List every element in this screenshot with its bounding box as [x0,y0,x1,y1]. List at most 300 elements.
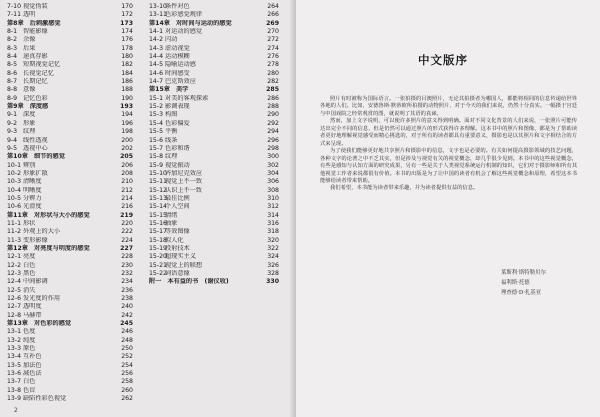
author-name: 莱斯利·斯特勒贝尔 [501,270,546,276]
toc-entry-title: 透明度 [23,303,42,311]
toc-entry-number: 15-7 [149,144,164,152]
toc-entry-number: 9-3 [7,128,18,136]
toc-entry-title: 明晰度 [23,186,42,194]
toc-entry-row [7,36,133,44]
toc-entry-row [149,95,279,103]
toc-entry-row [7,395,133,403]
toc-entry-number: 15-22 [149,270,167,277]
toc-entry-title: 词语意像 [165,270,190,277]
toc-entry-number: 8-6 [7,69,18,77]
toc-entry-title: 透视中心 [23,144,48,152]
toc-entry-number: 7-10 [7,3,22,10]
toc-entry-number: 8-1 [7,28,18,36]
toc-entry-row [7,270,133,278]
toc-entry-row [149,237,279,245]
preface-paragraph: 为了使我们能够更好地共享照片和摄影中的信息，文字也是必要的。有关如何提高摄影领域的技艺问题，各种文字的论著之中不乏其实，但是涉及与视觉有关的视觉概念，却几乎很少见到。本书中的这些视觉概念，有些是感知与认知方面的研究成果，另有一些是关于人类视觉系统运行机制的知识，它们对于摄影师和所有其他视觉工作者来说都很有价值。本书的出版是为了让中国的读者有机会了解这些视觉概念和原理，希望这本书能够给读者带来帮助。 [320,148,577,184]
toc-entry-number: 15-18 [149,236,167,244]
toc-entry-title: 影调表现 [165,103,190,111]
toc-entry-number: 15-12 [149,186,167,194]
toc-entry-row [149,53,279,61]
toc-entry-title: 最佳比例 [165,194,190,202]
toc-entry-page: 208 [121,169,133,177]
toc-entry-title: 对运动的感觉 [165,28,203,36]
toc-entry-page: 296 [267,136,279,144]
toc-entry-row [7,3,133,11]
toc-entry-title: 对亮度与明度的感觉 [34,244,90,252]
preface-paragraph: 我们希望，本书能为读者带来乐趣，并为读者提供有益的信息。 [330,185,479,192]
toc-entry-page: 328 [267,270,279,277]
toc-entry-page: 312 [267,203,279,211]
toc-entry-title: 分辨力 [23,194,42,202]
toc-entry-row [7,203,133,211]
toc-entry-row [149,245,279,253]
toc-entry-page: 194 [121,111,133,119]
toc-entry-page: 206 [121,161,133,169]
toc-entry-number: 7-11 [7,11,22,19]
toc-entry-page: 278 [267,61,279,69]
toc-entry-row [149,128,279,136]
toc-entry-page: 245 [120,320,133,328]
toc-entry-row [149,3,279,11]
toc-entry-page: 266 [267,11,279,19]
toc-entry-page: 200 [121,136,133,144]
toc-entry-row [7,370,133,378]
toc-entry-page: 285 [266,86,279,94]
toc-entry-number: 13-2 [7,336,22,344]
toc-entry-title: 纯度 [23,336,36,344]
toc-entry-page: 214 [121,194,133,202]
toc-entry-title: 形状 [23,219,36,227]
toc-entry-title: 后果 [23,44,36,52]
toc-entry-row [7,303,133,311]
toc-entry-number: 12-3 [7,270,22,277]
toc-entry-number: 15-3 [149,111,164,119]
toc-entry-row [149,153,279,161]
toc-entry-page: 182 [121,61,133,69]
toc-entry-title: 色彩感觉规律 [165,11,203,19]
toc-entry-row [149,262,279,270]
toc-entry-number: 14-1 [149,28,164,36]
toc-entry-page: 272 [267,36,279,44]
toc-entry-row [7,345,133,353]
toc-entry-row [149,111,279,119]
toc-entry-row [149,195,279,203]
toc-entry-page: 280 [267,69,279,77]
toc-entry-row [149,70,279,78]
toc-entry-title: 互补色 [23,353,42,361]
toc-entry-number: 11-2 [7,228,22,236]
toc-entry-row [7,353,133,361]
toc-entry-title: 形象 [23,119,36,127]
toc-entry-title: 齐加尼克效应 [165,169,203,177]
toc-entry-number: 15-2 [149,103,164,111]
toc-entry-number: 15-9 [149,161,164,169]
toc-entry-title: 加法色 [23,361,42,369]
toc-entry-number: 10-3 [7,178,22,186]
toc-entry-row [149,103,279,111]
toc-entry-page: 176 [121,36,133,44]
toc-entry-page: 178 [121,44,133,52]
toc-entry-title: 短期视觉记忆 [23,61,61,69]
toc-entry-page: 302 [267,161,279,169]
toc-entry-number: 15-19 [149,244,167,252]
toc-entry-title: 形象扩散 [23,169,48,177]
toc-entry-page: 220 [121,219,133,227]
toc-entry-title: 深度感 [29,103,49,111]
toc-entry-row [7,45,133,53]
toc-entry-page: 258 [121,378,133,386]
toc-entry-number: 13-11 [149,11,167,19]
toc-entry-title: 意像 [23,86,36,94]
toc-entry-row [7,28,133,36]
toc-entry-page: 219 [120,211,133,219]
toc-entry-page: 262 [121,395,133,403]
toc-entry-number: 13-9 [7,395,22,403]
toc-entry-title: 对时间与运动的感觉 [176,19,232,27]
toc-entry-title: 虚动视觉 [165,44,190,52]
toc-entry-number: 第15章 [149,86,170,94]
toc-entry-page: 254 [121,361,133,369]
toc-entry-title: 视觉上的联想 [165,261,203,269]
toc-entry-row [149,45,279,53]
toc-entry-title: 超现实主义 [165,253,196,261]
toc-entry-title: 纹理 [23,128,36,136]
preface-paragraph: 照片有时被称为国际语言。一张拍摄的目澳照片，无论其拍摄者为哪国人，都能将相同的信息传递给世界各地的人们。比如，安德鲁斯·默蒂欧所拍摄的动物照片，对于今天的我们来说，仍然十分真实。一幅摄于宫廷与中国戏院之经常观赏的图，就说明了其语的真谛。 [320,96,577,117]
toc-entry-number: 15-16 [149,219,167,227]
author-signature [501,268,546,298]
toc-entry-page: 300 [267,153,279,161]
toc-entry-number: 13-5 [7,361,22,369]
toc-entry-number: 12-7 [7,303,22,311]
toc-entry-page: 310 [267,194,279,202]
toc-entry-page: 264 [267,3,279,10]
toc-column-left [7,3,133,404]
toc-entry-number: 8-5 [7,61,18,69]
toc-entry-title: 时间感受 [165,69,190,77]
toc-entry-page: 228 [121,253,133,261]
toc-entry-number: 第14章 [149,19,170,27]
toc-entry-number: 13-1 [7,328,22,336]
toc-entry-number: 15-14 [149,203,167,211]
toc-entry-title: 认识上不一致 [165,186,203,194]
toc-entry-page: 232 [121,270,133,277]
toc-chapter-row [7,212,133,220]
toc-entry-number: 14-4 [149,53,164,61]
toc-entry-page: 224 [121,236,133,244]
toc-entry-row [7,328,133,336]
toc-entry-number: 10-1 [7,161,22,169]
toc-entry-number: 15-13 [149,194,167,202]
toc-entry-number: 15-15 [149,211,167,219]
toc-chapter-row [7,245,133,253]
toc-entry-row [7,387,133,395]
toc-entry-number: 13-3 [7,345,22,353]
preface-title: 中文版序 [418,53,468,67]
toc-entry-number: 14-6 [149,69,164,77]
toc-entry-row [7,220,133,228]
toc-entry-number: 8-3 [7,44,18,52]
toc-entry-page: 205 [120,153,133,161]
toc-entry-row [7,187,133,195]
toc-entry-row [149,162,279,170]
toc-entry-page: 240 [121,303,133,311]
toc-entry-title: 减色法 [23,370,42,378]
toc-entry-title: 辨别 [23,161,36,169]
toc-entry-row [149,61,279,69]
toc-entry-title: 运动模糊 [165,53,190,61]
toc-entry-number: 15-8 [149,153,164,161]
toc-entry-title: 长视觉记忆 [23,69,54,77]
toc-entry-page: 193 [120,103,133,111]
toc-entry-page: 304 [267,169,279,177]
toc-entry-page: 216 [121,203,133,211]
toc-entry-number: 15-4 [149,119,164,127]
toc-entry-row [7,137,133,145]
toc-entry-page: 248 [121,336,133,344]
toc-entry-number: 第8章 [7,19,24,27]
toc-entry-row [7,111,133,119]
toc-entry-number: 15-11 [149,178,167,186]
toc-entry-page: 250 [121,345,133,353]
toc-entry-number: 11-3 [7,236,22,244]
toc-entry-page: 222 [121,228,133,236]
toc-entry-row [7,312,133,320]
toc-entry-row [149,212,279,220]
toc-entry-number: 13-4 [7,353,22,361]
toc-entry-title: 记忆色彩 [23,94,48,102]
toc-entry-row [149,220,279,228]
toc-entry-row [7,195,133,203]
toc-entry-number: 附一 [149,278,162,286]
toc-column-right [149,3,279,287]
toc-entry-title: 线条 [165,136,178,144]
toc-entry-title: 构图 [165,111,178,119]
toc-entry-row [7,145,133,153]
toc-entry-title: 黑色 [23,270,36,277]
toc-entry-number: 13-7 [7,378,22,386]
toc-entry-number: 12-1 [7,253,22,261]
toc-entry-title: 隐喻运动感 [165,61,196,69]
author-name: 理查德·D·扎基亚 [501,290,542,296]
toc-entry-page: 274 [267,44,279,52]
toc-entry-page: 236 [121,286,133,294]
toc-entry-number: 13-6 [7,370,22,378]
toc-entry-row [7,278,133,286]
toc-entry-number: 8-7 [7,78,18,86]
author-name: 福利斯·托德 [501,280,530,286]
toc-chapter-row [149,86,279,94]
toc-entry-number: 15-5 [149,128,164,136]
toc-entry-number: 12-4 [7,278,22,286]
toc-entry-row [7,295,133,303]
toc-entry-row [7,78,133,86]
toc-entry-page: 276 [267,53,279,61]
toc-entry-title: 余像 [23,36,36,44]
toc-entry-number: 8-2 [7,36,18,44]
toc-entry-page: 174 [121,28,133,36]
toc-entry-row [7,253,133,261]
toc-entry-page: 190 [121,94,133,102]
toc-entry-title: 视觉上不一致 [165,178,203,186]
toc-entry-number: 9-1 [7,111,18,119]
toc-entry-number: 12-8 [7,311,22,319]
toc-entry-row [7,337,133,345]
toc-entry-row [7,378,133,386]
toc-entry-row [7,228,133,236]
toc-entry-number: 13-10 [149,3,167,10]
toc-entry-page: 252 [121,353,133,361]
toc-entry-title: 个人空间 [165,203,190,211]
toc-entry-page: 256 [121,370,133,378]
page-number: 2 [14,407,18,414]
toc-entry-number: 14-3 [149,44,164,52]
toc-entry-page: 282 [267,78,279,86]
toc-entry-page: 330 [266,278,279,286]
toc-entry-row [7,237,133,245]
toc-entry-page: 269 [266,19,279,27]
toc-entry-row [7,70,133,78]
toc-entry-row [149,120,279,128]
toc-entry-number: 15-10 [149,169,167,177]
toc-entry-page: 286 [267,94,279,102]
toc-entry-number: 10-2 [7,169,22,177]
toc-entry-page: 318 [267,228,279,236]
toc-entry-page: 294 [267,128,279,136]
toc-entry-page: 298 [267,144,279,152]
toc-entry-page: 290 [267,111,279,119]
toc-chapter-row [149,20,279,28]
toc-entry-number: 8-9 [7,94,18,102]
toc-entry-number: 14-7 [149,78,164,86]
toc-entry-row [149,187,279,195]
toc-entry-row [7,162,133,170]
toc-entry-title: 消失 [23,286,36,294]
toc-entry-row [7,120,133,128]
toc-entry-title: 视觉振动 [165,161,190,169]
toc-entry-number: 12-2 [7,261,22,269]
toc-entry-number: 9-2 [7,119,18,127]
toc-entry-page: 324 [267,253,279,261]
toc-entry-title: 清晰度 [23,178,42,186]
toc-entry-row [149,145,279,153]
toc-entry-number: 14-2 [149,36,164,44]
toc-entry-page: 188 [121,86,133,94]
toc-entry-row [149,270,279,278]
toc-chapter-row [7,153,133,161]
toc-entry-page: 212 [121,186,133,194]
toc-entry-title: 白色 [23,378,36,386]
toc-entry-row [7,53,133,61]
toc-entry-title: 投射技术 [165,244,190,252]
toc-entry-title: 抽象 [165,219,178,227]
toc-entry-row [149,36,279,44]
toc-entry-page: 202 [121,144,133,152]
toc-entry-row [149,28,279,36]
toc-entry-title: 缺陷性彩色视觉 [23,395,67,403]
toc-entry-page: 173 [120,19,133,27]
toc-entry-title: 线性透视 [23,136,48,144]
toc-entry-title: 视觉伪装 [23,3,48,10]
toc-entry-row [149,253,279,261]
toc-entry-title: 白色 [23,261,36,269]
toc-entry-number: 8-4 [7,53,18,61]
toc-entry-page: 227 [120,244,133,252]
preface-body [320,96,577,193]
toc-entry-number: 15-21 [149,261,167,269]
toc-entry-page: 210 [121,178,133,186]
toc-entry-page: 238 [121,295,133,303]
toc-entry-page: 270 [267,28,279,36]
toc-entry-title: 光滑度 [23,203,42,211]
toc-entry-row [7,262,133,270]
toc-entry-title: 外观上的大小 [23,228,61,236]
toc-entry-page: 198 [121,128,133,136]
toc-entry-title: 巴克斯效应 [165,78,196,86]
toc-entry-page: 288 [267,103,279,111]
preface-page [296,0,600,417]
toc-entry-number: 9-5 [7,144,18,152]
toc-entry-page: 234 [121,278,133,286]
toc-entry-title: 色盲 [23,386,36,394]
toc-entry-page: 292 [267,119,279,127]
toc-entry-title: 色彩和谐 [165,144,190,152]
toc-entry-page: 180 [121,53,133,61]
toc-entry-row [149,203,279,211]
toc-entry-number: 12-5 [7,286,22,294]
toc-entry-row [7,362,133,370]
toc-entry-title: 发光度的作用 [23,295,61,303]
toc-entry-number: 10-4 [7,186,22,194]
toc-entry-row [7,61,133,69]
toc-entry-page: 306 [267,178,279,186]
toc-entry-row [149,178,279,186]
toc-entry-number: 第13章 [7,320,28,328]
toc-entry-title: 色度 [23,328,36,336]
toc-entry-row [7,287,133,295]
toc-entry-row [7,178,133,186]
toc-entry-title: 马赫带 [23,311,42,319]
toc-entry-title: 透明 [23,11,36,19]
toc-entry-row [149,228,279,236]
toc-entry-number: 15-1 [149,94,164,102]
toc-entry-row [149,170,279,178]
toc-entry-number: 第9章 [7,103,24,111]
toc-entry-page: 186 [121,78,133,86]
toc-entry-title: 深度 [23,111,36,119]
toc-entry-title: 变形影像 [23,236,48,244]
preface-paragraph: 然而，加上文字说明，可以使许多照片的意义得到明确。面对不同文化背景的人们来说，一张照片可能传达出完全不同的信息，但是仍然可以通过照片的形式获得许多理解。这本书中的照片和图像，都是为了帮助读者更好地理解视觉感受而精心挑选的，对于所有的读者都具有重要意义，摄影也是以其照片和文字相结合的方式来呈现。 [320,118,577,147]
toc-entry-title: 亮度 [23,253,36,261]
toc-entry-number: 15-17 [149,228,167,236]
toc-entry-number: 11-1 [7,219,22,227]
toc-entry-title: 闪动 [165,36,178,44]
toc-chapter-row [7,20,133,28]
toc-page [0,0,296,417]
toc-entry-number: 第11章 [7,211,28,219]
toc-entry-title: 等效图像 [165,228,190,236]
toc-entry-page: 316 [267,219,279,227]
toc-entry-row [149,11,279,19]
toc-entry-title: 拟人化 [165,236,184,244]
toc-entry-page: 172 [121,11,133,19]
toc-entry-title: 平衡 [165,128,178,136]
toc-entry-page: 170 [121,3,133,10]
toc-entry-row [7,86,133,94]
toc-chapter-row [149,278,279,286]
toc-entry-row [149,137,279,145]
toc-chapter-row [7,320,133,328]
toc-entry-page: 196 [121,119,133,127]
